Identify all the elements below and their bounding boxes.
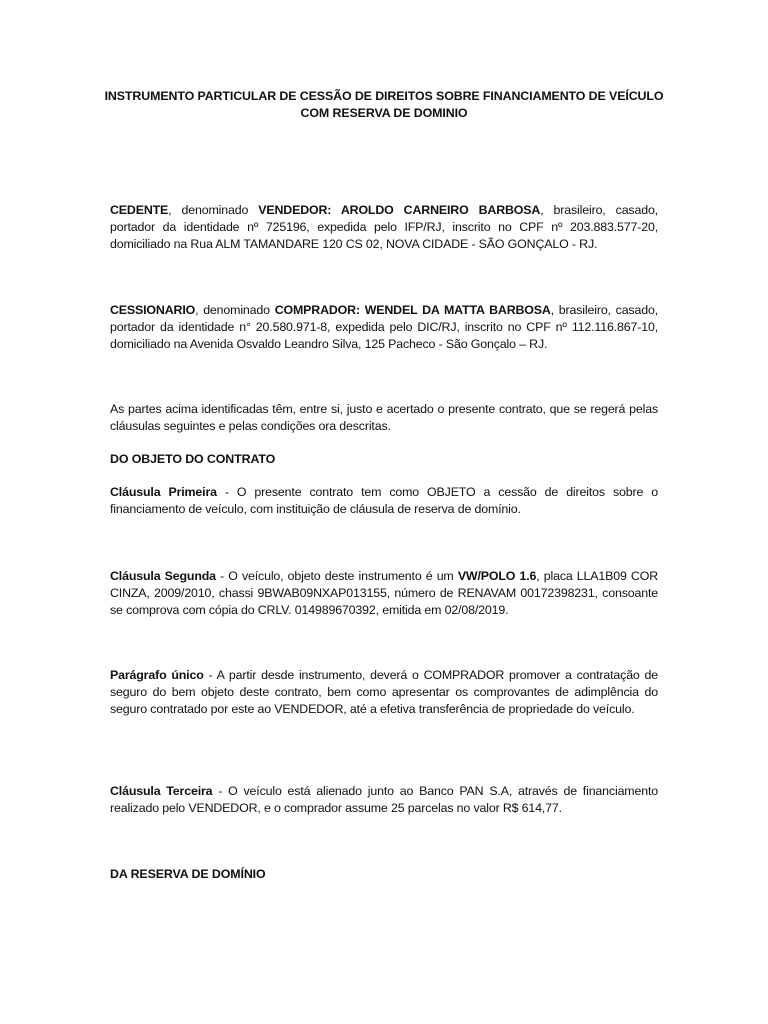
clausula-segunda-text-b: , placa LLA1B09 COR CINZA, 2009/2010, chassi 9BWAB09NXAP013155, número de RENAVAM 00172398231, consoante se comprova com cópia do CRLV. 014989670392, emitida em 02/08/2019. [110, 569, 659, 617]
clausula-segunda-text-a: - O veículo, objeto deste instrumento é um [215, 569, 458, 583]
clausula-terceira-label: Cláusula Terceira [110, 784, 213, 798]
title-line-2: COM RESERVA DE DOMINIO [300, 106, 468, 120]
cessionario-details: , brasileiro, casado, portador da identidade n° 20.580.971-8, expedida pelo DIC/RJ, inscrito no CPF nº 112.116.867-10, domiciliado na Avenida Osvaldo Leandro Silva, 125 Pacheco - São Gonçalo – RJ. [110, 303, 658, 351]
cedente-details: , brasileiro, casado, portador da identidade nº 725196, expedida pelo IFP/RJ, inscrito no CPF nº 203.883.577-20, domiciliado na Rua ALM TAMANDARE 120 CS 02, NOVA CIDADE - SÃO GONÇALO - RJ. [110, 203, 658, 251]
paragrafo-unico-label: Parágrafo único [110, 668, 204, 682]
paragrafo-unico-paragraph [110, 667, 658, 717]
heading-reserva: DA RESERVA DE DOMÍNIO [110, 867, 266, 881]
clausula-primeira-text: - O presente contrato tem como OBJETO a cessão de direitos sobre o financiamento de veículo, com instituição de cláusula de reserva de domínio. [110, 485, 658, 516]
clausula-segunda-vehicle: VW/POLO 1.6 [457, 569, 537, 583]
cessionario-party: COMPRADOR: WENDEL DA MATTA BARBOSA [274, 303, 551, 317]
paragrafo-unico-text: - A partir desde instrumento, deverá o COMPRADOR promover a contratação de seguro do bem objeto deste contrato, bem como apresentar os comprovantes de adimplência do seguro contratado por este ao VENDEDOR, até a efetiva transferência de propriedade do veículo. [110, 668, 659, 716]
clausula-primeira-paragraph [110, 484, 658, 518]
cedente-intro: , denominado [168, 203, 259, 217]
cedente-role: CEDENTE [110, 203, 169, 217]
cedente-paragraph [110, 202, 658, 252]
document-title [100, 88, 668, 122]
clausula-segunda-label: Cláusula Segunda [110, 569, 216, 583]
cessionario-role: CESSIONARIO [110, 303, 196, 317]
clausula-segunda-paragraph [110, 568, 658, 618]
heading-objeto: DO OBJETO DO CONTRATO [110, 452, 276, 466]
title-line-1: INSTRUMENTO PARTICULAR DE CESSÃO DE DIREITOS SOBRE FINANCIAMENTO DE VEÍCULO [104, 89, 664, 103]
partes-paragraph: As partes acima identificadas têm, entre si, justo e acertado o presente contrato, que se regerá pelas cláusulas seguintes e pelas condições ora descritas. [110, 402, 658, 433]
clausula-primeira-label: Cláusula Primeira [110, 485, 217, 499]
cessionario-paragraph [110, 302, 658, 352]
clausula-terceira-text: - O veículo está alienado junto ao Banco PAN S.A, através de financiamento realizado pelo VENDEDOR, e o comprador assume 25 parcelas no valor R$ 614,77. [110, 784, 658, 815]
cessionario-intro: , denominado [195, 303, 275, 317]
clausula-terceira-paragraph [110, 783, 658, 817]
cedente-party: VENDEDOR: AROLDO CARNEIRO BARBOSA [258, 203, 541, 217]
